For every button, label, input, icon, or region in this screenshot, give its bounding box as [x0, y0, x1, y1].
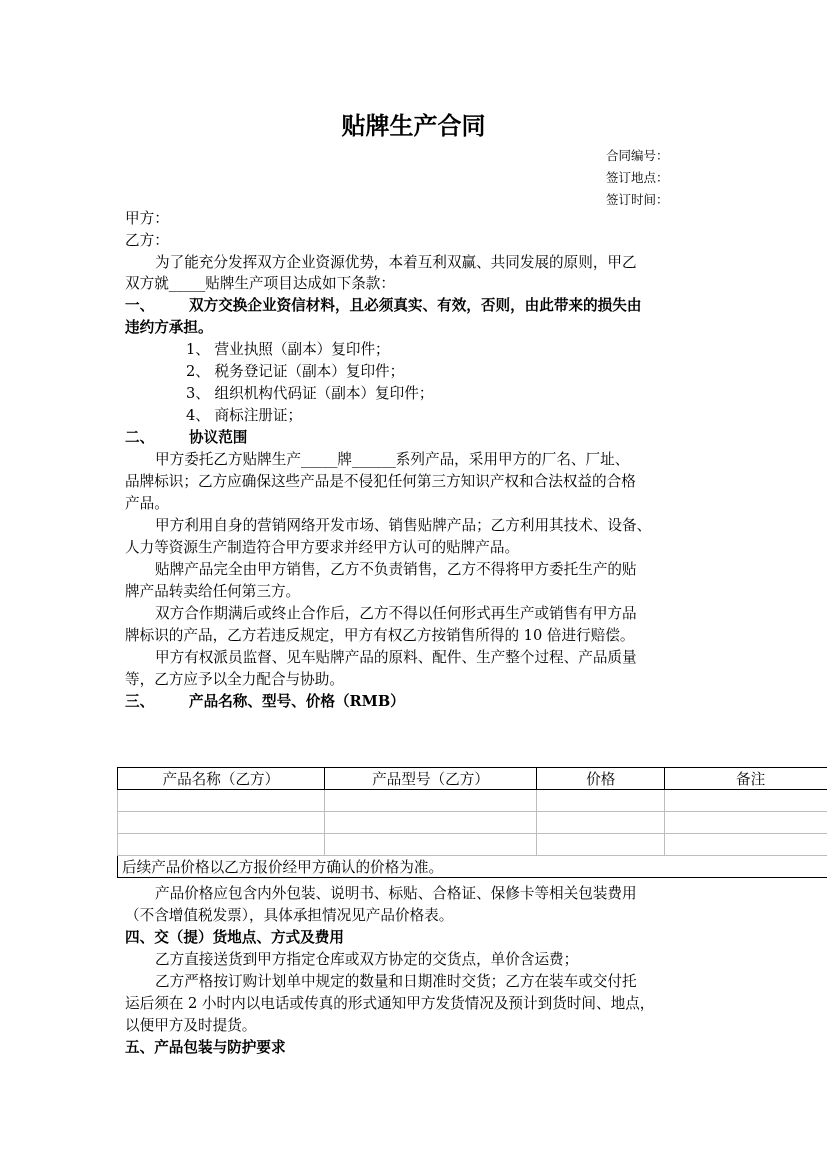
section-2-heading: [125, 427, 247, 449]
table-cell[interactable]: [118, 834, 325, 856]
scope-paragraph-line: 等，乙方应予以全力配合与协助。: [125, 671, 344, 688]
table-cell[interactable]: [324, 790, 537, 812]
table-header-row: [118, 768, 827, 790]
scope-paragraph-line: 甲方委托乙方贴牌生产_____牌______系列产品，采用甲方的厂名、厂址、: [155, 451, 630, 468]
table-header-product-model: 产品型号（乙方）: [324, 768, 537, 790]
doc-item: 1、 营业执照（副本）复印件；: [186, 341, 390, 358]
section-1-text: 双方交换企业资信材料，且必须真实、有效，否则，由此带来的损失由: [189, 297, 642, 314]
delivery-paragraph-line: 乙方严格按订购计划单中规定的数量和日期准时交货；乙方在装车或交付托: [155, 973, 637, 990]
table-cell[interactable]: [324, 812, 537, 834]
table-cell[interactable]: [537, 834, 665, 856]
signing-time-label: 签订时间：: [606, 192, 669, 207]
section-1-number: 一、: [125, 297, 155, 314]
intro-line-1: 为了能充分发挥双方企业资源优势，本着互利双赢、共同发展的原则，甲乙: [155, 254, 637, 271]
section-3-heading: [125, 691, 405, 713]
scope-paragraph-line: 双方合作期满后或终止合作后，乙方不得以任何形式再生产或销售有甲方品: [155, 605, 637, 622]
table-header-product-name: 产品名称（乙方）: [118, 768, 325, 790]
section-3-number: 三、: [125, 693, 155, 710]
scope-paragraph-line: 牌产品转卖给任何第三方。: [125, 583, 301, 600]
section-1-heading: [125, 295, 641, 317]
scope-paragraph-line: 产品。: [125, 495, 169, 512]
scope-paragraph-line: 甲方有权派员监督、见车贴牌产品的原料、配件、生产整个过程、产品质量: [155, 649, 637, 666]
table-header-price: 价格: [537, 768, 665, 790]
section-4-heading: 四、交（提）货地点、方式及费用: [125, 929, 344, 946]
party-b-label: 乙方：: [125, 232, 169, 249]
table-cell[interactable]: [324, 834, 537, 856]
intro-line-2: 双方就_____贴牌生产项目达成如下条款：: [125, 275, 395, 292]
section-2-text: 协议范围: [189, 429, 248, 446]
scope-paragraph-line: 人力等资源生产制造符合甲方要求并经甲方认可的贴牌产品。: [125, 539, 520, 556]
section-1-continuation: 违约方承担。: [125, 319, 213, 336]
doc-item: 3、 组织机构代码证（副本）复印件；: [186, 385, 434, 402]
section-5-heading: 五、产品包装与防护要求: [125, 1039, 286, 1056]
delivery-paragraph-line: 以便甲方及时提货。: [125, 1017, 257, 1034]
section-2-number: 二、: [125, 429, 155, 446]
table-cell[interactable]: [118, 790, 325, 812]
signing-place-label: 签订地点：: [606, 170, 669, 185]
price-table: [117, 767, 827, 878]
table-cell[interactable]: [537, 812, 665, 834]
price-paragraph-line: 产品价格应包含内外包装、说明书、标贴、合格证、保修卡等相关包装费用: [155, 885, 637, 902]
table-row: [118, 812, 827, 834]
page-title: 贴牌生产合同: [341, 112, 486, 140]
scope-paragraph-line: 品牌标识；乙方应确保这些产品是不侵犯任何第三方知识产权和合法权益的合格: [125, 473, 636, 490]
table-header-remarks: 备注: [665, 768, 827, 790]
delivery-paragraph-line: 乙方直接送货到甲方指定仓库或双方协定的交货点，单价含运费；: [155, 951, 579, 968]
scope-paragraph-line: 贴牌产品完全由甲方销售，乙方不负责销售，乙方不得将甲方委托生产的贴: [155, 561, 637, 578]
contract-number-label: 合同编号：: [606, 148, 669, 163]
table-note-row: [118, 856, 827, 878]
scope-paragraph-line: 甲方利用自身的营销网络开发市场、销售贴牌产品；乙方利用其技术、设备、: [155, 517, 652, 534]
table-row: [118, 790, 827, 812]
table-row: [118, 834, 827, 856]
table-cell[interactable]: [665, 812, 827, 834]
party-a-label: 甲方：: [125, 210, 169, 227]
table-cell[interactable]: [537, 790, 665, 812]
doc-item: 2、 税务登记证（副本）复印件；: [186, 363, 405, 380]
doc-item: 4、 商标注册证；: [186, 407, 303, 424]
table-cell[interactable]: [665, 834, 827, 856]
table-note: 后续产品价格以乙方报价经甲方确认的价格为准。: [118, 856, 827, 878]
delivery-paragraph-line: 运后须在 2 小时内以电话或传真的形式通知甲方发货情况及预计到货时间、地点，: [125, 995, 655, 1012]
table-cell[interactable]: [118, 812, 325, 834]
scope-paragraph-line: 牌标识的产品，乙方若违反规定，甲方有权乙方按销售所得的 10 倍进行赔偿。: [125, 627, 635, 644]
table-cell[interactable]: [665, 790, 827, 812]
price-paragraph-line: （不含增值税发票），具体承担情况见产品价格表。: [125, 907, 454, 924]
section-3-text: 产品名称、型号、价格（RMB）: [189, 693, 405, 710]
